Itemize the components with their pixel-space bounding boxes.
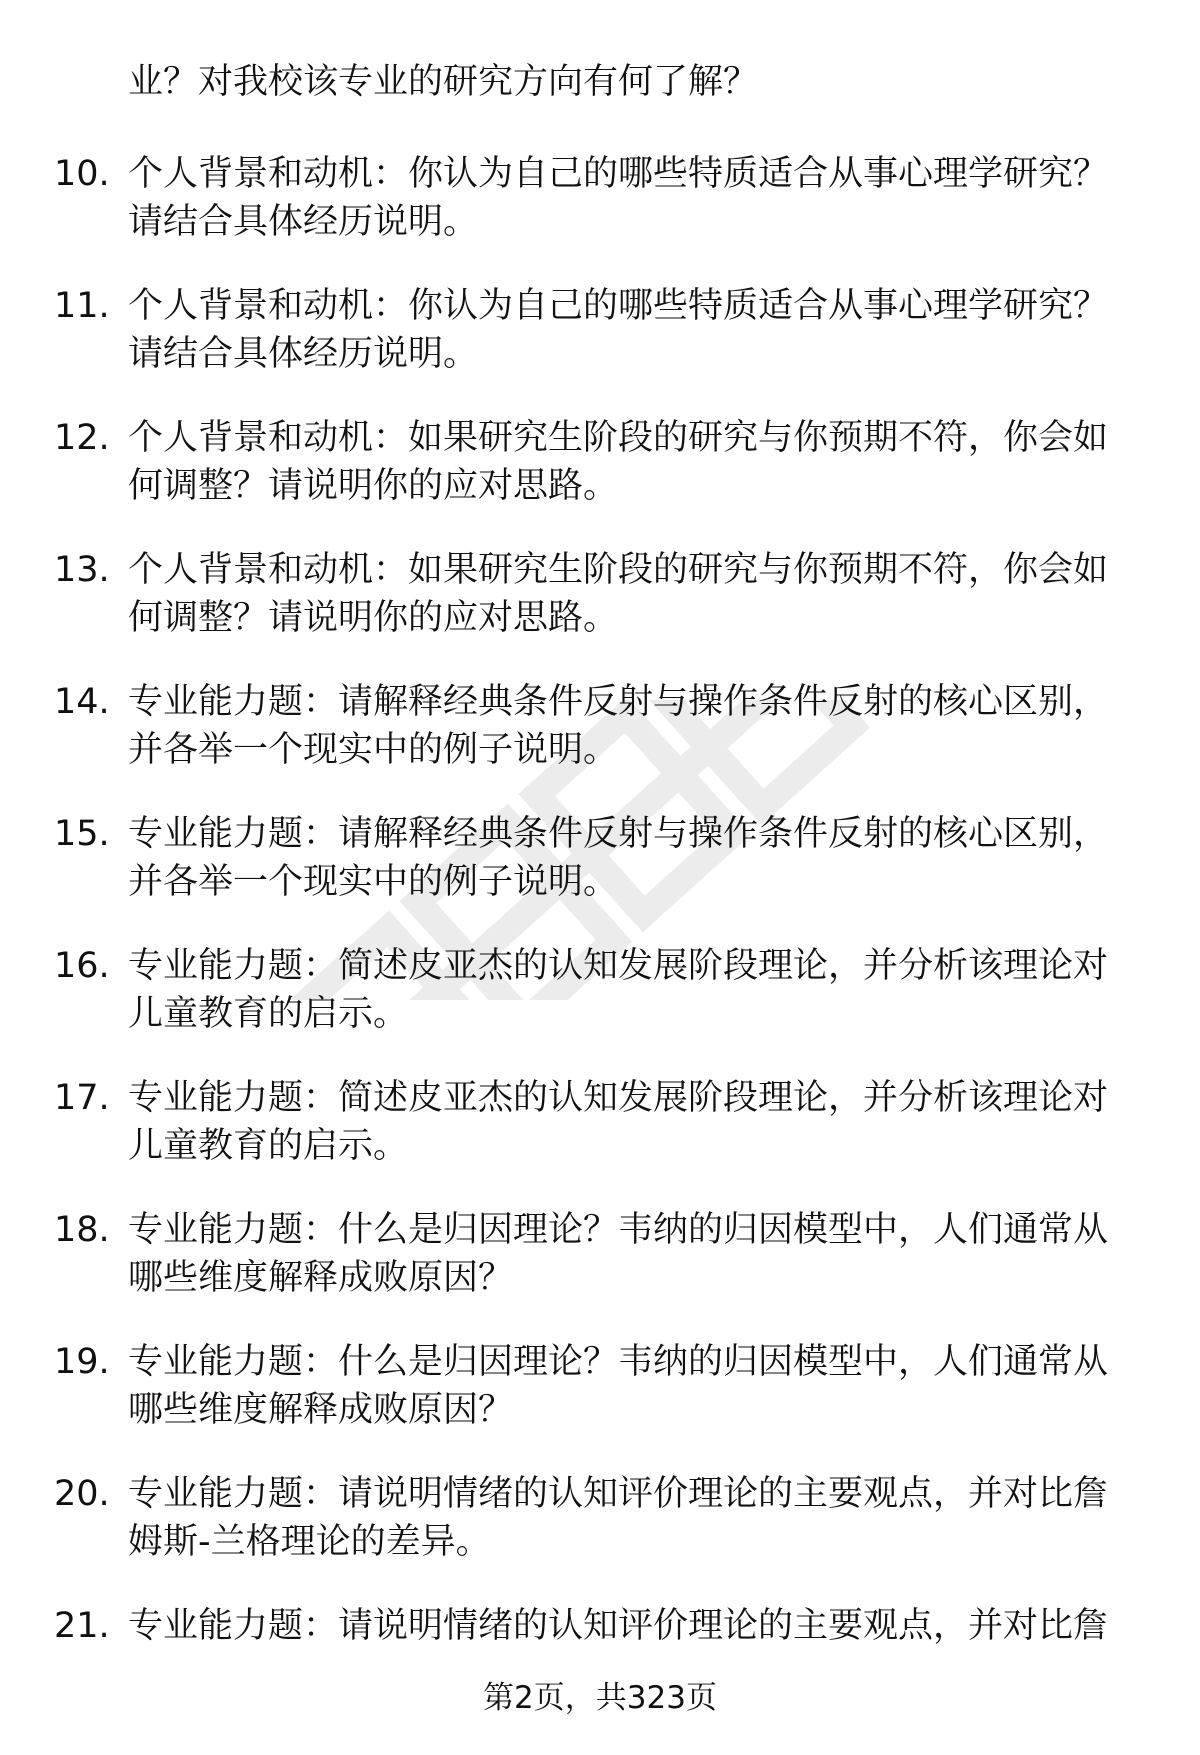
item-text: 专业能力题：简述皮亚杰的认知发展阶段理论，并分析该理论对儿童教育的启示。 — [128, 1078, 1109, 1166]
item-text: 专业能力题：请说明情绪的认知评价理论的主要观点，并对比詹 — [128, 1606, 1109, 1646]
item-text: 专业能力题：请说明情绪的认知评价理论的主要观点，并对比詹姆斯-兰格理论的差异。 — [128, 1474, 1109, 1562]
list-item — [0, 1338, 1200, 1470]
item-number: 21. — [54, 1606, 110, 1646]
item-number: 13. — [54, 550, 110, 590]
item-number: 11. — [54, 286, 110, 326]
list-item — [0, 1074, 1200, 1206]
list-item — [0, 1206, 1200, 1338]
item-number: 12. — [54, 418, 110, 458]
item-text: 专业能力题：什么是归因理论？韦纳的归因模型中，人们通常从哪些维度解释成败原因？ — [128, 1210, 1109, 1298]
item-text: 个人背景和动机：如果研究生阶段的研究与你预期不符，你会如何调整？请说明你的应对思路。 — [128, 550, 1109, 638]
item-number: 19. — [54, 1342, 110, 1382]
list-item — [0, 942, 1200, 1074]
item-text: 专业能力题：请解释经典条件反射与操作条件反射的核心区别，并各举一个现实中的例子说明。 — [128, 814, 1109, 902]
question-list — [0, 150, 1200, 1734]
list-item — [0, 810, 1200, 942]
item-text: 专业能力题：简述皮亚杰的认知发展阶段理论，并分析该理论对儿童教育的启示。 — [128, 946, 1109, 1034]
item-text: 个人背景和动机：你认为自己的哪些特质适合从事心理学研究？请结合具体经历说明。 — [128, 154, 1109, 242]
item-number: 18. — [54, 1210, 110, 1250]
list-item — [0, 150, 1200, 282]
item-number: 15. — [54, 814, 110, 854]
item-number: 17. — [54, 1078, 110, 1118]
page-footer: 第2页，共323页 — [483, 1680, 717, 1716]
item-text: 专业能力题：请解释经典条件反射与操作条件反射的核心区别，并各举一个现实中的例子说明。 — [128, 682, 1109, 770]
item-number: 14. — [54, 682, 110, 722]
list-item — [0, 546, 1200, 678]
list-item — [0, 678, 1200, 810]
item-number: 16. — [54, 946, 110, 986]
list-item — [0, 1470, 1200, 1602]
list-item — [0, 414, 1200, 546]
continued-question-text: 业？对我校该专业的研究方向有何了解？ — [128, 62, 759, 102]
item-text: 个人背景和动机：你认为自己的哪些特质适合从事心理学研究？请结合具体经历说明。 — [128, 286, 1109, 374]
item-number: 10. — [54, 154, 110, 194]
list-item — [0, 282, 1200, 414]
item-text: 专业能力题：什么是归因理论？韦纳的归因模型中，人们通常从哪些维度解释成败原因？ — [128, 1342, 1109, 1430]
item-number: 20. — [54, 1474, 110, 1514]
item-text: 个人背景和动机：如果研究生阶段的研究与你预期不符，你会如何调整？请说明你的应对思路。 — [128, 418, 1109, 506]
